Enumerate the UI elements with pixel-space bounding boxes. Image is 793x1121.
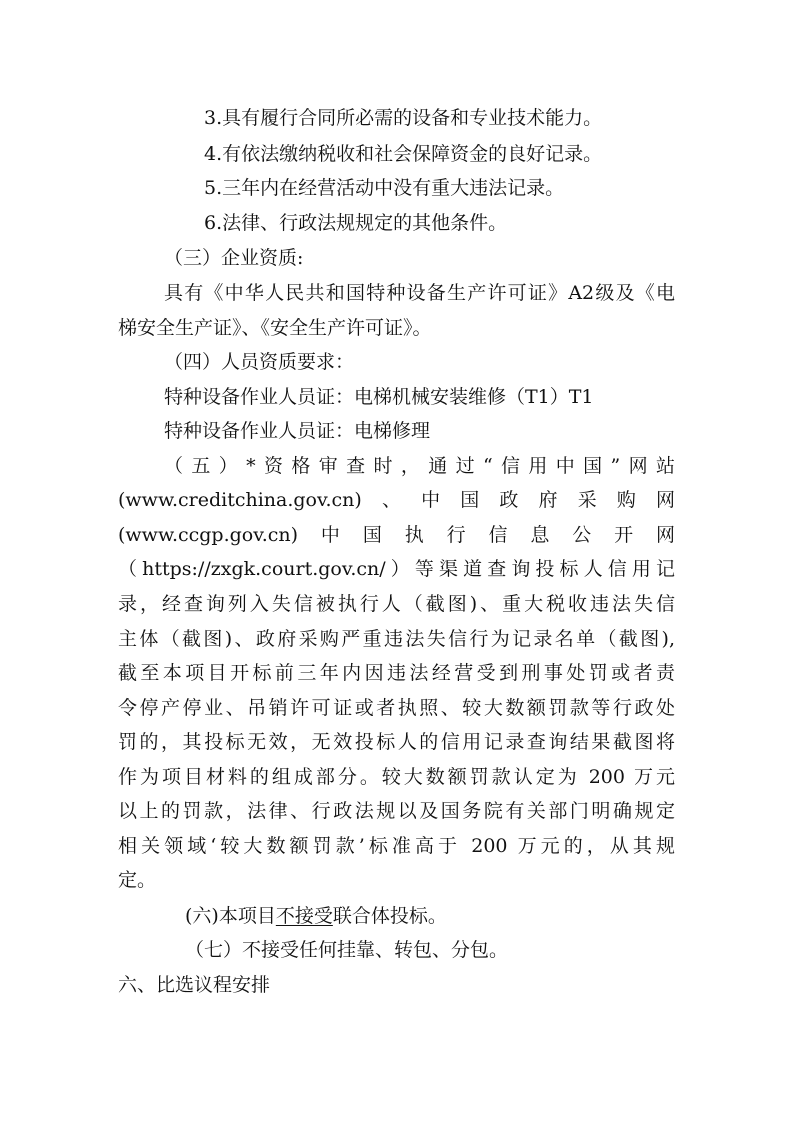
section-5-line-2: (www.creditchina.gov.cn)、中国政府采购网 bbox=[118, 489, 675, 511]
section-6-prefix: (六)本项目 bbox=[185, 905, 276, 927]
requirement-item-3: 3.具有履行合同所必需的设备和专业技术能力。 bbox=[204, 107, 603, 129]
requirement-item-5: 5.三年内在经营活动中没有重大违法记录。 bbox=[204, 177, 565, 199]
section-5-line-12: 相关领域‘较大数额罚款’标准高于 200 万元的，从其规 bbox=[118, 835, 675, 857]
requirement-item-6: 6.法律、行政法规规定的其他条件。 bbox=[204, 212, 508, 234]
section-4-heading: （四）人员资质要求： bbox=[164, 351, 355, 373]
section-6-line bbox=[185, 898, 742, 934]
section-5-line-8: 令停产停业、吊销许可证或者执照、较大数额罚款等行政处 bbox=[118, 697, 675, 719]
chapter-6-heading: 六、比选议程安排 bbox=[118, 974, 271, 996]
section-5-line-7: 截至本项目开标前三年内因违法经营受到刑事处罚或者责 bbox=[118, 662, 675, 684]
section-5-line-4: （https://zxgk.court.gov.cn/）等渠道查询投标人信用记 bbox=[118, 558, 675, 580]
section-7-line: （七）不接受任何挂靠、转包、分包。 bbox=[185, 939, 509, 961]
section-5-line-1: （五）*资格审查时，通过“信用中国”网站 bbox=[164, 455, 675, 477]
requirement-item-4: 4.有依法缴纳税收和社会保障资金的良好记录。 bbox=[204, 143, 603, 165]
section-4-line-1: 特种设备作业人员证：电梯机械安装维修（T1）T1 bbox=[164, 386, 594, 408]
section-5-line-6: 主体（截图)、政府采购严重违法失信行为记录名单（截图), bbox=[118, 628, 675, 650]
section-5-line-10: 作为项目材料的组成部分。较大数额罚款认定为 200 万元 bbox=[118, 766, 675, 788]
section-5-line-3: (www.ccgp.gov.cn)中国执行信息公开网 bbox=[118, 524, 675, 546]
section-5-line-5: 录，经查询列入失信被执行人（截图)、重大税收违法失信 bbox=[118, 593, 675, 615]
section-3-line-2: 梯安全生产证》、《安全生产许可证》。 bbox=[118, 317, 432, 339]
section-3-heading: （三）企业资质: bbox=[164, 247, 304, 269]
section-6-underlined: 不接受 bbox=[275, 905, 333, 927]
section-5-line-13: 定。 bbox=[118, 869, 157, 891]
section-5-line-9: 罚的，其投标无效，无效投标人的信用记录查询结果截图将 bbox=[118, 731, 675, 753]
section-6-suffix: 联合体投标。 bbox=[332, 905, 447, 927]
section-4-line-2: 特种设备作业人员证：电梯修理 bbox=[164, 420, 431, 442]
section-3-line-1: 具有《中华人民共和国特种设备生产许可证》A2级及《电 bbox=[164, 282, 675, 304]
section-5-line-11: 以上的罚款，法律、行政法规以及国务院有关部门明确规定 bbox=[118, 800, 675, 822]
